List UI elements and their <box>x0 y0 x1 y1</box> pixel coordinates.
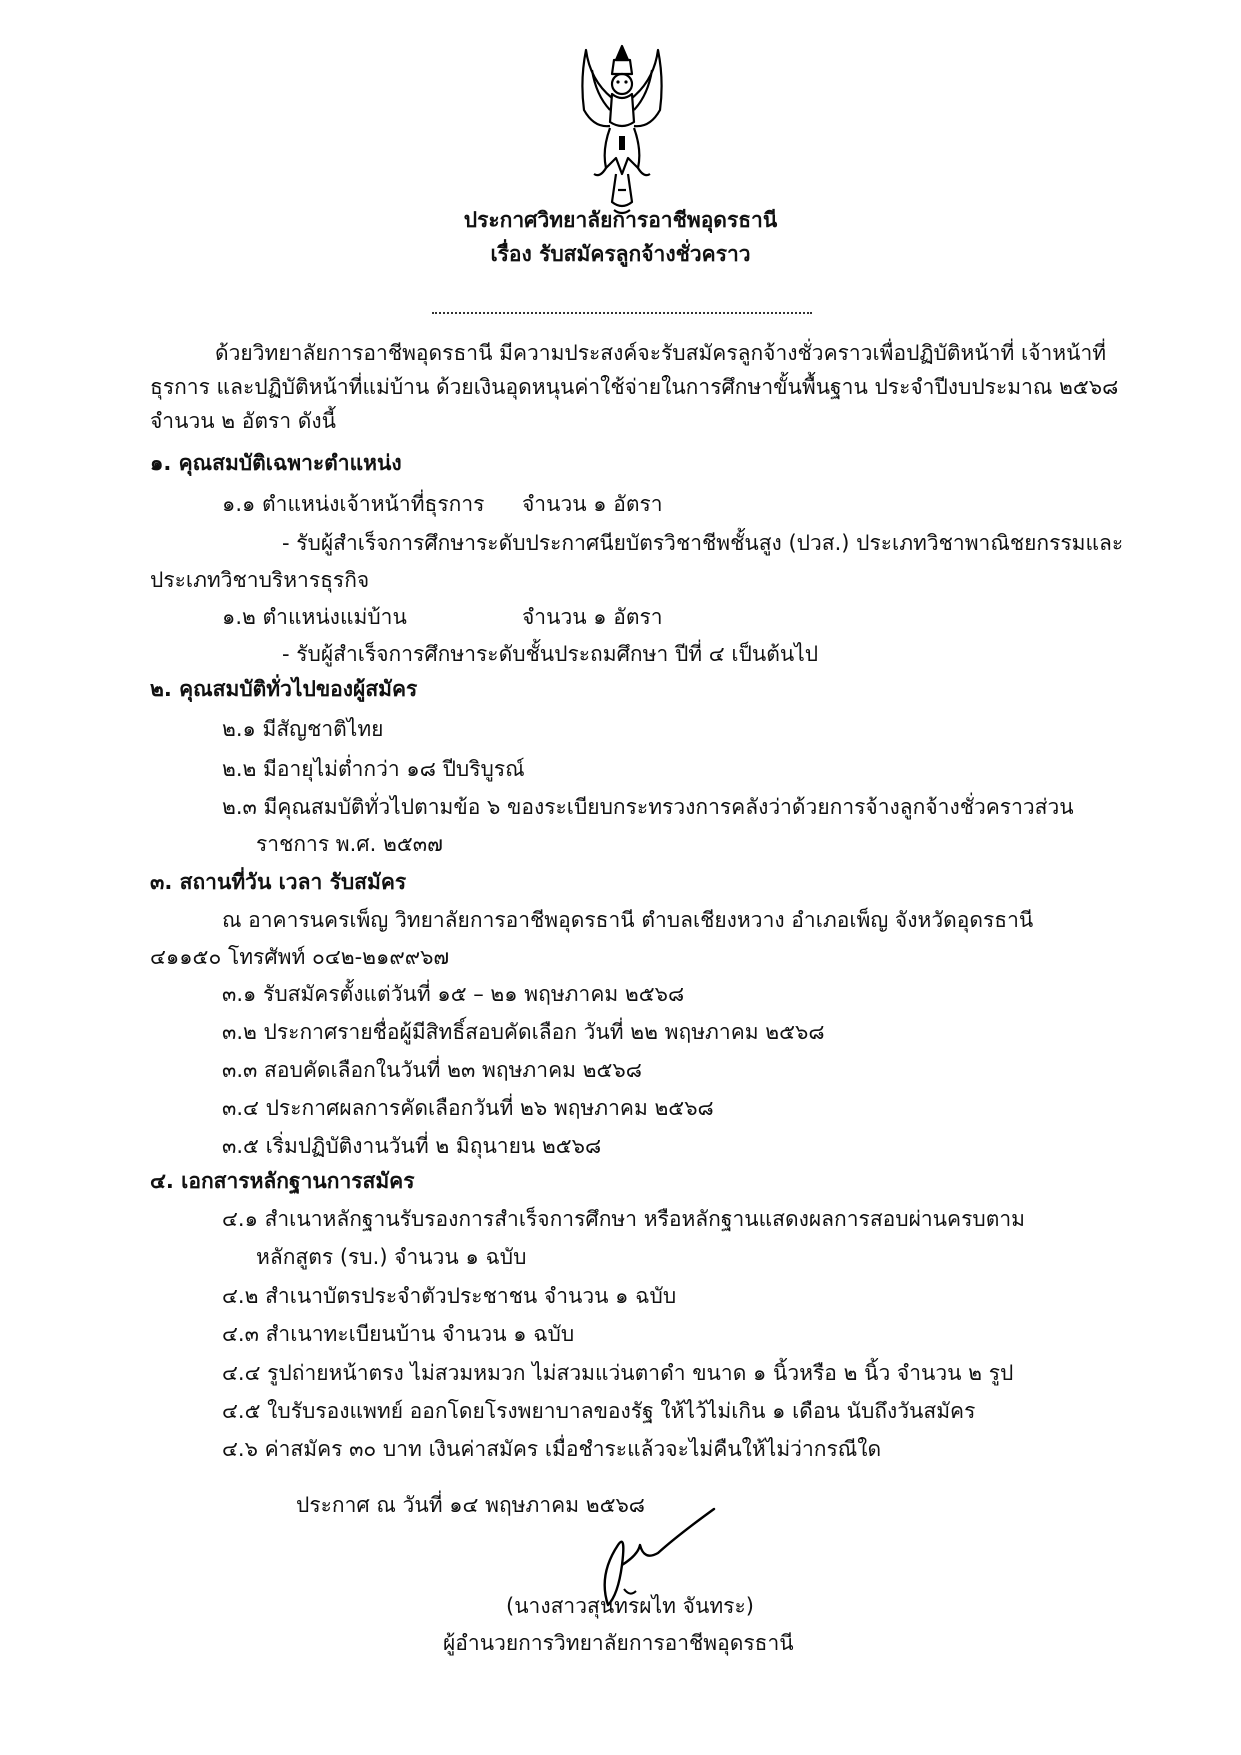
section-3-heading: ๓. สถานที่วัน เวลา รับสมัคร <box>150 870 407 894</box>
signer-name: (นางสาวสุนทรผไท จันทระ) <box>506 1594 754 1618</box>
document-4-1: ๔.๑ สำเนาหลักฐานรับรองการสำเร็จการศึกษา หรือหลักฐานแสดงผลการสอบผ่านครบตาม <box>222 1207 1025 1231</box>
document-4-2: ๔.๒ สำเนาบัตรประจำตัวประชาชน จำนวน ๑ ฉบับ <box>222 1284 677 1308</box>
document-4-5: ๔.๕ ใบรับรองแพทย์ ออกโดยโรงพยาบาลของรัฐ ให้ไว้ไม่เกิน ๑ เดือน นับถึงวันสมัคร <box>222 1399 976 1423</box>
document-4-4: ๔.๔ รูปถ่ายหน้าตรง ไม่สวมหมวก ไม่สวมแว่นตาดำ ขนาด ๑ นิ้วหรือ ๒ นิ้ว จำนวน ๒ รูป <box>222 1361 1014 1385</box>
section-4-heading: ๔. เอกสารหลักฐานการสมัคร <box>150 1169 415 1193</box>
position-1-desc: - รับผู้สำเร็จการศึกษาระดับประกาศนียบัตรวิชาชีพชั้นสูง (ปวส.) ประเภทวิชาพาณิชยกรรมและ <box>282 531 1124 555</box>
intro-line-2: ธุรการ และปฏิบัติหน้าที่แม่บ้าน ด้วยเงินอุดหนุนค่าใช้จ่ายในการศึกษาขั้นพื้นฐาน ประจำปีงบประมาณ ๒๕๖๘ <box>150 375 1119 399</box>
qualification-2-3: ๒.๓ มีคุณสมบัติทั่วไปตามข้อ ๖ ของระเบียบกระทรวงการคลังว่าด้วยการจ้างลูกจ้างชั่วคราวส่วน <box>222 795 1074 819</box>
position-1-desc-cont: ประเภทวิชาบริหารธุรกิจ <box>150 568 370 592</box>
position-2-title: ๑.๒ ตำแหน่งแม่บ้าน <box>222 605 407 629</box>
position-1-count: จำนวน ๑ อัตรา <box>522 492 663 516</box>
title-divider <box>432 312 812 314</box>
qualification-2-3-cont: ราชการ พ.ศ. ๒๕๓๗ <box>256 832 443 856</box>
position-2-desc: - รับผู้สำเร็จการศึกษาระดับชั้นประถมศึกษา ปีที่ ๔ เป็นต้นไป <box>282 642 819 666</box>
page-title: ประกาศวิทยาลัยการอาชีพอุดรธานี <box>463 208 778 232</box>
position-1-title: ๑.๑ ตำแหน่งเจ้าหน้าที่ธุรการ <box>222 492 485 516</box>
document-4-6: ๔.๖ ค่าสมัคร ๓๐ บาท เงินค่าสมัคร เมื่อชำระแล้วจะไม่คืนให้ไม่ว่ากรณีใด <box>222 1437 882 1461</box>
document-4-1-cont: หลักสูตร (รบ.) จำนวน ๑ ฉบับ <box>256 1245 527 1269</box>
schedule-3-1: ๓.๑ รับสมัครตั้งแต่วันที่ ๑๕ – ๒๑ พฤษภาคม ๒๕๖๘ <box>222 982 685 1006</box>
section-1-heading: ๑. คุณสมบัติเฉพาะตำแหน่ง <box>150 451 402 475</box>
schedule-3-5: ๓.๕ เริ่มปฏิบัติงานวันที่ ๒ มิถุนายน ๒๕๖๘ <box>222 1134 602 1158</box>
section-2-heading: ๒. คุณสมบัติทั่วไปของผู้สมัคร <box>150 677 418 701</box>
schedule-3-3: ๓.๓ สอบคัดเลือกในวันที่ ๒๓ พฤษภาคม ๒๕๖๘ <box>222 1058 642 1082</box>
document-4-3: ๔.๓ สำเนาทะเบียนบ้าน จำนวน ๑ ฉบับ <box>222 1322 575 1346</box>
subject-line: เรื่อง รับสมัครลูกจ้างชั่วคราว <box>490 242 751 266</box>
intro-line-1: ด้วยวิทยาลัยการอาชีพอุดรธานี มีความประสงค์จะรับสมัครลูกจ้างชั่วคราวเพื่อปฏิบัติหน้าที่ เจ้าหน้าที่ <box>215 341 1107 365</box>
signer-position: ผู้อำนวยการวิทยาลัยการอาชีพอุดรธานี <box>443 1631 794 1655</box>
qualification-2-1: ๒.๑ มีสัญชาติไทย <box>222 717 384 741</box>
schedule-3-4: ๓.๔ ประกาศผลการคัดเลือกวันที่ ๒๖ พฤษภาคม ๒๕๖๘ <box>222 1096 714 1120</box>
qualification-2-2: ๒.๒ มีอายุไม่ต่ำกว่า ๑๘ ปีบริบูรณ์ <box>222 757 525 781</box>
intro-line-3: จำนวน ๒ อัตรา ดังนี้ <box>150 409 337 433</box>
application-address: ณ อาคารนครเพ็ญ วิทยาลัยการอาชีพอุดรธานี ตำบลเชียงหวาง อำเภอเพ็ญ จังหวัดอุดรธานี <box>222 908 1034 932</box>
announcement-date: ประกาศ ณ วันที่ ๑๔ พฤษภาคม ๒๕๖๘ <box>296 1493 645 1517</box>
application-address-cont: ๔๑๑๕๐ โทรศัพท์ ๐๔๒-๒๑๙๙๖๗ <box>150 945 450 969</box>
position-2-count: จำนวน ๑ อัตรา <box>522 605 663 629</box>
schedule-3-2: ๓.๒ ประกาศรายชื่อผู้มีสิทธิ์สอบคัดเลือก วันที่ ๒๒ พฤษภาคม ๒๕๖๘ <box>222 1020 825 1044</box>
garuda-emblem-icon <box>572 40 672 220</box>
